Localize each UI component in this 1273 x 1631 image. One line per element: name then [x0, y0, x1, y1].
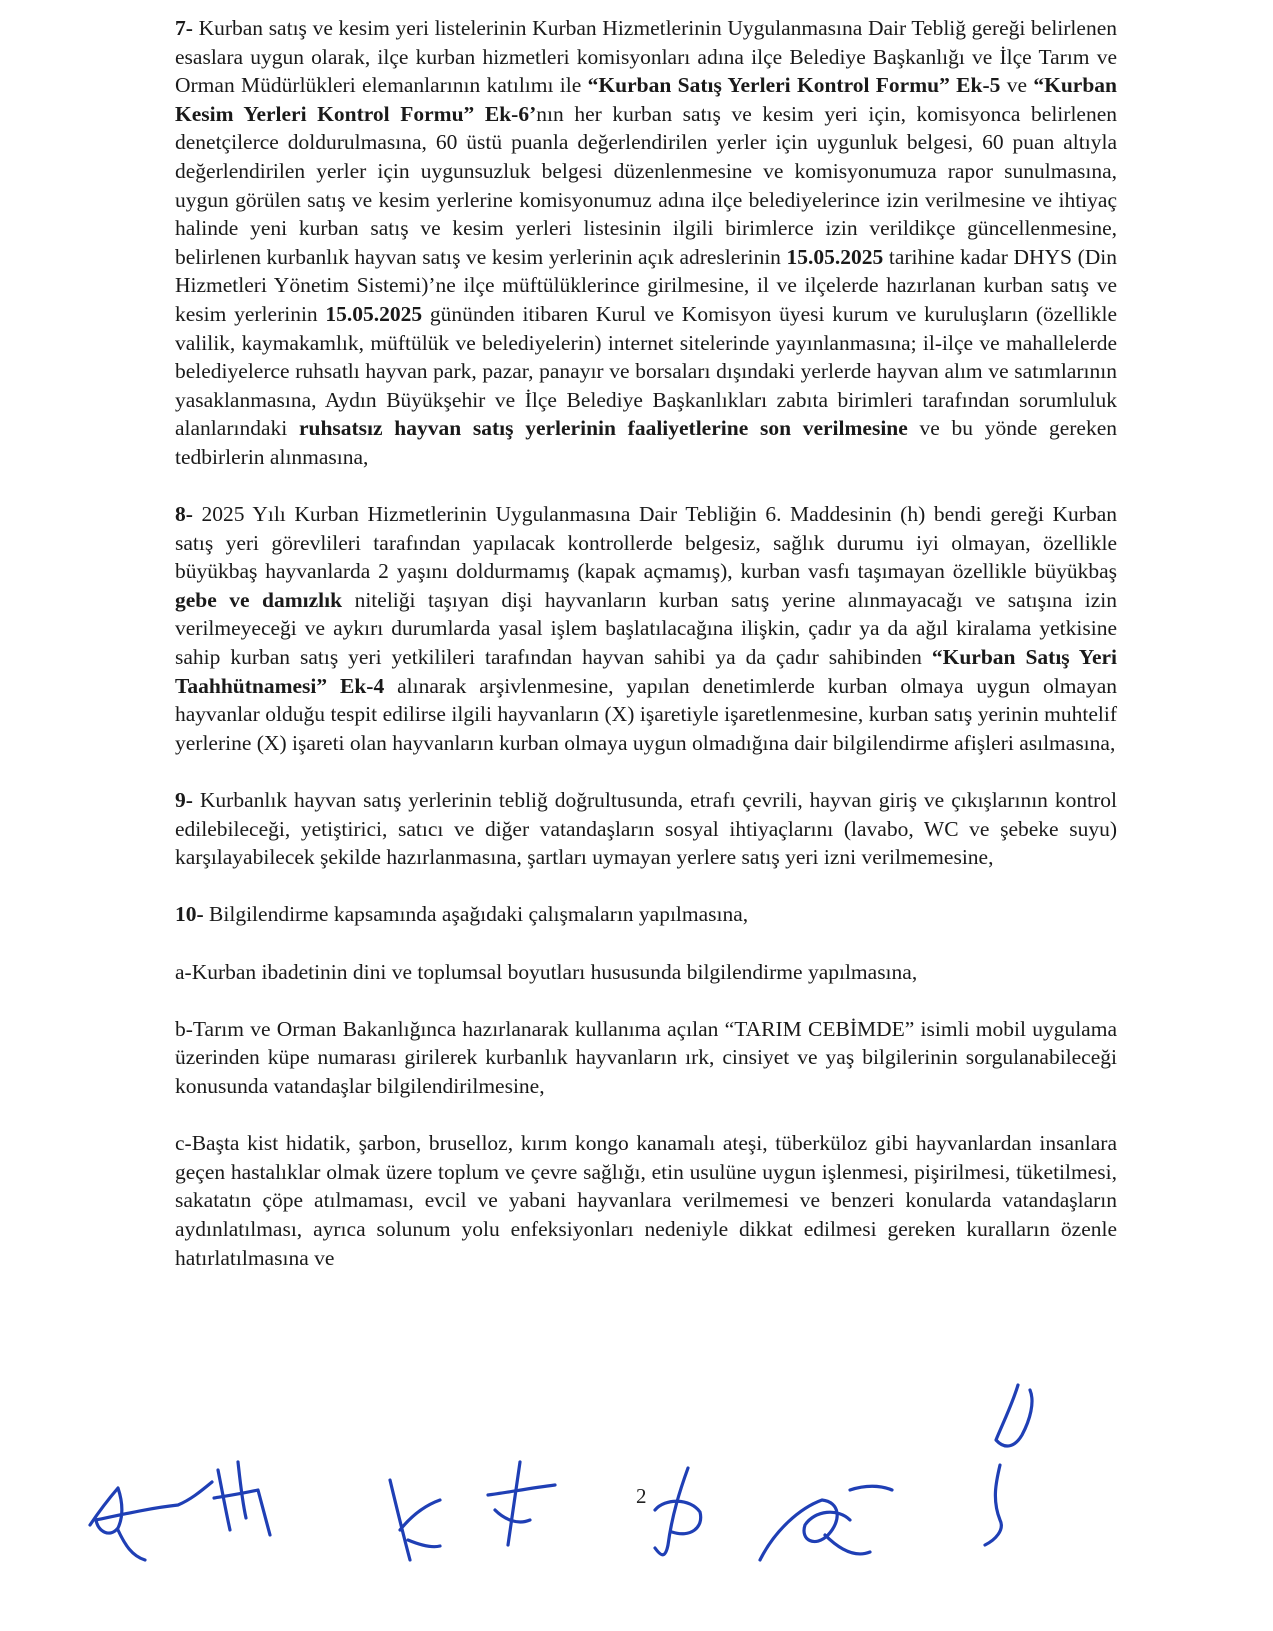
signature-1: [90, 1482, 212, 1560]
bold-run: “Kurban Satış Yerleri Kontrol Formu” Ek-5: [587, 73, 1001, 98]
item-9: [175, 786, 1117, 872]
document-body: [175, 14, 1117, 1272]
text-run: ve: [1000, 73, 1034, 98]
bold-run: ruhsatsız hayvan satış yerlerinin faaliyetlerine son verilmesine: [298, 416, 908, 441]
bold-run: 15.05.2025: [325, 301, 423, 326]
item-8: [175, 500, 1117, 757]
item-10: [175, 900, 1117, 929]
text-run: gününden itibaren Kurul ve Komisyon üyesi kurum ve kuruluşların (özellikle valilik, kaymakamlık, müftülük ve belediyelerin) internet sitelerinde yayınlanmasına; il-ilçe ve mahallelerde belediyelerce ruhsatlı hayvan park, pazar, panayır ve borsaları dışındaki yerlerde hayvan alım ve satımlarının yasaklanmasına, Aydın Büyükşehir ve İlçe Belediye Başkanlıkları zabıta birimleri tarafından sorumluluk alanlarındaki: [175, 301, 1117, 441]
text-run: nın her kurban satış ve kesim yeri için, komisyonca belirlenen denetçilerce doldurulmasına, 60 üstü puanla değerlendirilen yerler için uygunluk belgesi, 60 puan altıyla değerlendirilen yerler için uygunsuzluk belgesi düzenlenmesine ve komisyonumuza rapor sunulmasına, uygun görülen satış ve kesim yerlerine komisyonumuz adına ilçe belediyelerince izin verilmesine ve ihtiyaç halinde yeni kurban satış ve kesim yerleri listesinin ilgili birimlerce izin verildikçe güncellenmesine, belirlenen kurbanlık hayvan satış ve kesim yerlerinin açık adreslerinin: [175, 101, 1118, 269]
bold-run: “Kurban Kesim Yerleri Kontrol Formu” Ek-6’: [175, 73, 1118, 126]
signature-3: [390, 1480, 440, 1560]
text-run: Bilgilendirme kapsamında aşağıdaki çalışmaların yapılmasına,: [203, 902, 749, 927]
signature-4: [488, 1462, 555, 1545]
signature-7: [985, 1385, 1032, 1545]
item-number: 9-: [175, 788, 193, 813]
item-number: 7-: [175, 16, 193, 40]
text-run: niteliği taşıyan dişi hayvanların kurban satış yerine alınmayacağı ve satışına izin verilmeyeceği ve aykırı durumlarda yasal işlem başlatılacağına ilişkin, çadır ya da ağıl kiralama yetkisine sahip kurban satış yeri yetkilileri tarafından hayvan sahibi ya da çadır sahibinden: [175, 587, 1117, 670]
text-run: tarihine kadar DHYS (Din Hizmetleri Yönetim Sistemi)’ne ilçe müftülüklerince girilmesine, il ve ilçelerde hazırlanan kurban satış ve kesim yerlerinin: [175, 244, 1118, 326]
subitem-c: c-Başta kist hidatik, şarbon, bruselloz, kırım kongo kanamalı ateşi, tüberküloz gibi hayvanlardan insanlara geçen hastalıklar olmak üzere toplum ve çevre sağlığı, etin usulüne uygun işlenmesi, pişirilmesi, tüketilmesi, sakatatın çöpe atılmaması, evcil ve yabani hayvanlara verilmemesi ve benzeri konularda vatandaşların aydınlatılması, ayrıca solunum yolu enfeksiyonları nedeniyle dikkat edilmesi gereken kuralların özenle hatırlatılmasına ve: [175, 1131, 1117, 1270]
subitem-b: b-Tarım ve Orman Bakanlığınca hazırlanarak kullanıma açılan “TARIM CEBİMDE” isimli mobil uygulama üzerinden küpe numarası girilerek kurbanlık hayvanların ırk, cinsiyet ve yaş bilgilerinin sorgulanabileceği konusunda vatandaşlar bilgilendirilmesine,: [175, 1016, 1117, 1098]
signature-2: [214, 1462, 270, 1535]
signature-5: [655, 1468, 701, 1555]
bold-run: “Kurban Satış Yeri Taahhütnamesi” Ek-4: [175, 645, 1118, 698]
subitem-a: a-Kurban ibadetinin dini ve toplumsal boyutları hususunda bilgilendirme yapılmasına,: [175, 959, 918, 984]
text-run: alınarak arşivlenmesine, yapılan denetimlerde kurban olmaya uygun olmayan hayvanlar olduğu tespit edilirse ilgili hayvanların (X) işaretiyle işaretlenmesine, kurban satış yerinin muhtelif yerlerine (X) işareti olan hayvanların kurban olmaya uygun olmadığına dair bilgilendirme afişleri asılmasına,: [175, 673, 1118, 755]
bold-run: gebe ve damızlık: [175, 587, 343, 612]
item-7: [175, 14, 1117, 472]
item-number: 10-: [175, 902, 204, 927]
text-run: 2025 Yılı Kurban Hizmetlerinin Uygulanmasına Dair Tebliğin 6. Maddesinin (h) bendi gereği Kurban satış yeri görevlileri tarafından yapılacak kontrollerde belgesiz, sağlık durumu iyi olmayan, özellikle büyükbaş hayvanlarda 2 yaşını doldurmamış (kapak açmamış), kurban vasfı taşımayan özellikle büyükbaş: [175, 502, 1117, 584]
item-number: 8-: [175, 502, 193, 527]
signature-6: [760, 1486, 892, 1560]
text-run: ve bu yönde gereken tedbirlerin alınmasına,: [175, 416, 1117, 469]
page-number: 2: [636, 1484, 647, 1508]
text-run: Kurban satış ve kesim yeri listelerinin Kurban Hizmetlerinin Uygulanmasına Dair Tebliğ gereği belirlenen esaslara uygun olarak, ilçe kurban hizmetleri komisyonları adına ilçe Belediye Başkanlığı ve İlçe Tarım ve Orman Müdürlükleri elemanlarının katılımı ile: [175, 16, 1117, 98]
text-run: Kurbanlık hayvan satış yerlerinin tebliğ doğrultusunda, etrafı çevrili, hayvan giriş ve çıkışlarının kontrol edilebileceği, yetiştirici, satıcı ve diğer vatandaşların sosyal ihtiyaçlarını (lavabo, WC ve şebeke suyu) karşılayabilecek şekilde hazırlanmasına, şartları uymayan yerlere satış yeri izni verilmemesine,: [175, 788, 1117, 870]
bold-run: 15.05.2025: [786, 244, 884, 269]
